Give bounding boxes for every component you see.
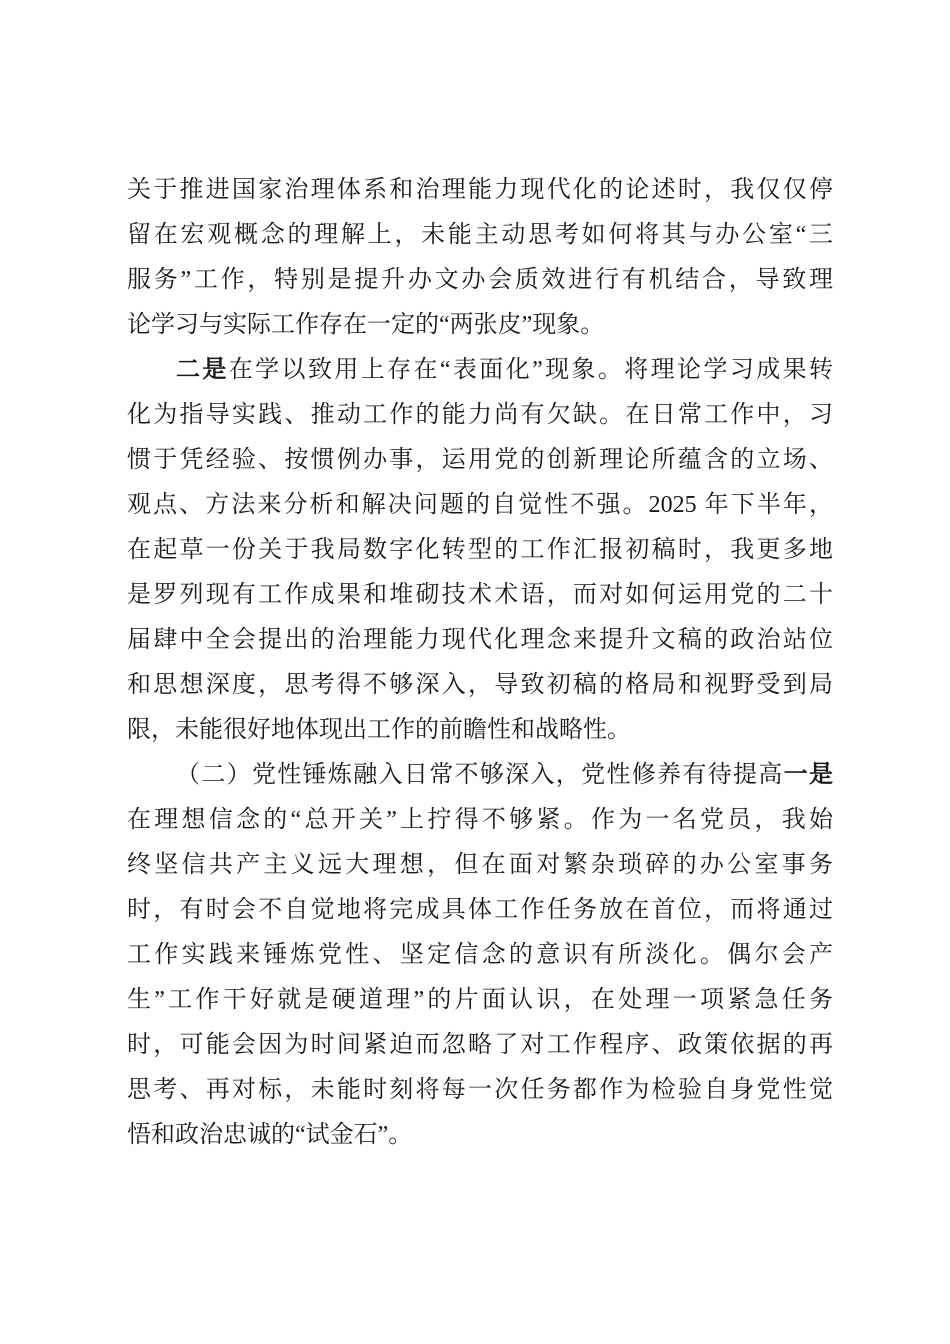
body-text: 悟和政治忠诚的“试金石”。 <box>127 1122 413 1148</box>
text-line <box>127 888 833 933</box>
body-text: 服务”工作，特别是提升办文办会质效进行有机结合，导致理 <box>127 267 833 293</box>
paragraph <box>127 168 833 348</box>
text-line <box>127 573 833 618</box>
body-text: 论学习与实际工作存在一定的“两张皮”现象。 <box>127 312 605 338</box>
body-text: 惯于凭经验、按惯例办事，运用党的创新理论所蕴含的立场、 <box>127 447 833 473</box>
emphasis-text: 一是 <box>783 762 834 788</box>
body-text: 和思想深度，思考得不够深入，导致初稿的格局和视野受到局 <box>127 672 833 698</box>
body-text: 化为指导实践、推动工作的能力尚有欠缺。在日常工作中，习 <box>127 402 833 428</box>
body-text: 时，有时会不自觉地将完成具体工作任务放在首位，而将通过 <box>127 897 833 923</box>
body-text: 终坚信共产主义远大理想，但在面对繁杂琐碎的办公室事务 <box>127 852 833 878</box>
body-text: 是罗列现有工作成果和堆砌技术术语，而对如何运用党的二十 <box>127 582 833 608</box>
text-line <box>127 843 833 888</box>
text-line <box>127 753 833 798</box>
emphasis-text: 二是 <box>176 357 229 383</box>
body-text: 限，未能很好地体现出工作的前瞻性和战略性。 <box>127 717 631 743</box>
text-line <box>127 618 833 663</box>
text-line <box>127 168 833 213</box>
text-line <box>127 1068 833 1113</box>
body-text: 时，可能会因为时间紧迫而忽略了对工作程序、政策依据的再 <box>127 1032 833 1058</box>
body-text: 思考、再对标，未能时刻将每一次任务都作为检验自身党性觉 <box>127 1077 833 1103</box>
text-line <box>127 798 833 843</box>
text-line <box>127 1113 833 1158</box>
text-line <box>127 528 833 573</box>
text-line <box>127 708 833 753</box>
document-body <box>127 168 833 1158</box>
body-text: 留在宏观概念的理解上，未能主动思考如何将其与办公室“三 <box>127 222 833 248</box>
body-text: （二）党性锤炼融入日常不够深入，党性修养有待提高 <box>176 762 784 788</box>
body-text: 观点、方法来分析和解决问题的自觉性不强。2025 年下半年， <box>127 492 833 518</box>
paragraph <box>127 753 833 1158</box>
body-text: 在起草一份关于我局数字化转型的工作汇报初稿时，我更多地 <box>127 537 833 563</box>
body-text: 在理想信念的“总开关”上拧得不够紧。作为一名党员，我始 <box>127 807 833 833</box>
text-line <box>127 438 833 483</box>
body-text: 关于推进国家治理体系和治理能力现代化的论述时，我仅仅停 <box>127 177 833 203</box>
text-line <box>127 978 833 1023</box>
text-line <box>127 933 833 978</box>
paragraph <box>127 348 833 753</box>
text-line <box>127 348 833 393</box>
body-text: 在学以致用上存在“表面化”现象。将理论学习成果转 <box>228 357 833 383</box>
text-line <box>127 258 833 303</box>
text-line <box>127 303 833 348</box>
body-text: 生”工作干好就是硬道理”的片面认识，在处理一项紧急任务 <box>127 987 833 1013</box>
text-line <box>127 483 833 528</box>
body-text: 届肆中全会提出的治理能力现代化理念来提升文稿的政治站位 <box>127 627 833 653</box>
text-line <box>127 663 833 708</box>
body-text: 工作实践来锤炼党性、坚定信念的意识有所淡化。偶尔会产 <box>127 942 833 968</box>
text-line <box>127 393 833 438</box>
text-line <box>127 213 833 258</box>
text-line <box>127 1023 833 1068</box>
